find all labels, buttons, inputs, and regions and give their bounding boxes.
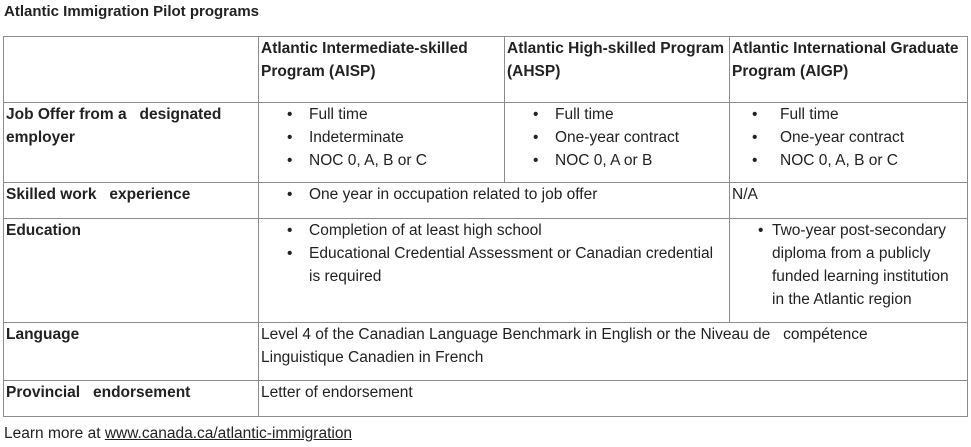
bullet-icon: • bbox=[287, 222, 293, 239]
bullet-icon: • bbox=[752, 129, 758, 146]
list-item: • Full time bbox=[261, 103, 504, 126]
table-row-education bbox=[4, 219, 968, 323]
list-item: • Two-year post-secondary diploma from a publicly funded learning institution in the Atlantic region bbox=[732, 219, 967, 311]
cell-aigp-work-experience: N/A bbox=[730, 183, 968, 219]
table-row-job-offer bbox=[4, 103, 968, 183]
list-item: • NOC 0, A, B or C bbox=[261, 149, 504, 172]
table-row-endorsement bbox=[4, 381, 968, 417]
list-item: • Full time bbox=[732, 103, 967, 126]
header-ahsp: Atlantic High-skilled Program (AHSP) bbox=[505, 37, 730, 103]
cell-endorsement: Letter of endorsement bbox=[259, 381, 968, 417]
list-item: • One year in occupation related to job offer bbox=[261, 183, 729, 206]
cell-aisp-ahsp-work-experience bbox=[259, 183, 730, 219]
cell-ahsp-job-offer bbox=[505, 103, 730, 183]
bullet-icon: • bbox=[752, 106, 758, 123]
cell-aigp-job-offer bbox=[730, 103, 968, 183]
cell-aisp-ahsp-education bbox=[259, 219, 730, 323]
table-header-row bbox=[4, 37, 968, 103]
bullet-icon: • bbox=[758, 222, 764, 239]
list-item: • Educational Credential Assessment or Canadian credential is required bbox=[261, 242, 729, 288]
list-item: • One-year contract bbox=[732, 126, 967, 149]
bullet-icon: • bbox=[533, 106, 539, 123]
list-item: • NOC 0, A, B or C bbox=[732, 149, 967, 172]
list-item: • NOC 0, A or B bbox=[507, 149, 729, 172]
header-aigp: Atlantic International Graduate Program (AIGP) bbox=[730, 37, 968, 103]
learn-more-link[interactable]: www.canada.ca/atlantic-immigration bbox=[104, 425, 353, 442]
cell-language: Level 4 of the Canadian Language Benchmark in English or the Niveau de compétence Linguistique Canadien in French bbox=[259, 323, 968, 381]
row-label-language: Language bbox=[4, 323, 259, 381]
list-item: • Completion of at least high school bbox=[261, 219, 729, 242]
row-label-work-experience: Skilled work experience bbox=[4, 183, 259, 219]
header-empty-cell bbox=[4, 37, 259, 103]
bullet-icon: • bbox=[752, 152, 758, 169]
table-row-language bbox=[4, 323, 968, 381]
list-item: • Indeterminate bbox=[261, 126, 504, 149]
row-label-endorsement: Provincial endorsement bbox=[4, 381, 259, 417]
bullet-icon: • bbox=[287, 152, 293, 169]
list-item: • One-year contract bbox=[507, 126, 729, 149]
page-title: Atlantic Immigration Pilot programs bbox=[4, 3, 260, 20]
cell-aisp-job-offer bbox=[259, 103, 505, 183]
bullet-icon: • bbox=[287, 106, 293, 123]
bullet-icon: • bbox=[533, 129, 539, 146]
footer-prefix: Learn more at bbox=[4, 425, 105, 442]
bullet-icon: • bbox=[287, 186, 293, 203]
footer bbox=[4, 424, 352, 444]
bullet-icon: • bbox=[287, 245, 293, 262]
table-row-work-experience bbox=[4, 183, 968, 219]
header-aisp: Atlantic Intermediate-skilled Program (AISP) bbox=[259, 37, 505, 103]
bullet-icon: • bbox=[287, 129, 293, 146]
row-label-education: Education bbox=[4, 219, 259, 323]
bullet-icon: • bbox=[533, 152, 539, 169]
programs-table bbox=[3, 36, 968, 417]
cell-aigp-education bbox=[730, 219, 968, 323]
list-item: • Full time bbox=[507, 103, 729, 126]
row-label-job-offer: Job Offer from a designated employer bbox=[4, 103, 259, 183]
